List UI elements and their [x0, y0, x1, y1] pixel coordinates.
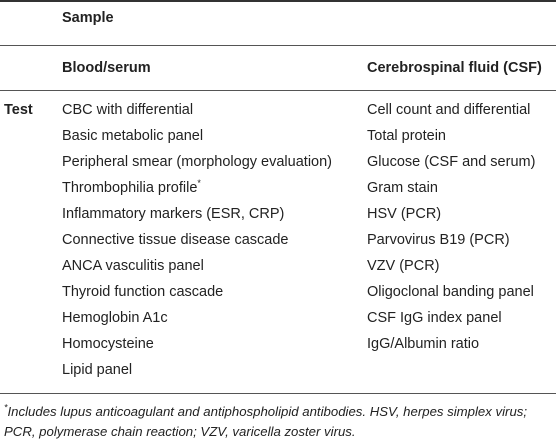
csf-test-item: Gram stain [367, 180, 438, 196]
blood-test-item: Connective tissue disease cascade [62, 232, 289, 248]
csf-test-item: IgG/Albumin ratio [367, 336, 480, 352]
csf-test-item: Oligoclonal banding panel [367, 284, 534, 300]
blood-test-item: CBC with differential [62, 102, 194, 118]
csf-test-item: Cell count and differential [367, 102, 531, 118]
footnote-marker: * [197, 178, 201, 189]
blood-test-item: ANCA vasculitis panel [62, 258, 204, 274]
blood-test-item: Lipid panel [62, 362, 133, 378]
blood-test-item: Homocysteine [62, 336, 154, 352]
blood-test-item: Hemoglobin A1c [62, 310, 168, 326]
blood-test-item: Basic metabolic panel [62, 128, 204, 144]
blood-test-item: Inflammatory markers (ESR, CRP) [62, 206, 285, 222]
table-footnote [4, 402, 552, 442]
csf-test-item: Glucose (CSF and serum) [367, 154, 536, 170]
csf-test-item: VZV (PCR) [367, 258, 440, 274]
blood-test-item: Peripheral smear (morphology evaluation) [62, 154, 332, 170]
footnote-text: Includes lupus anticoagulant and antiphospholipid antibodies. HSV, herpes simplex virus; PCR, polymerase chain reaction; VZV, varicella zoster virus. [4, 404, 528, 439]
csf-test-item: Parvovirus B19 (PCR) [367, 232, 510, 248]
blood-serum-header: Blood/serum [62, 60, 151, 76]
row-label-test: Test [4, 102, 33, 118]
csf-test-item: HSV (PCR) [367, 206, 442, 222]
sample-group-header: Sample [62, 10, 114, 26]
table-bottom-rule [0, 393, 556, 394]
blood-test-item: Thyroid function cascade [62, 284, 224, 300]
top-rule [0, 0, 556, 2]
blood-test-item-text: Thrombophilia profile [62, 180, 198, 196]
csf-test-item: Total protein [367, 128, 446, 144]
csf-header: Cerebrospinal fluid (CSF) [367, 60, 542, 76]
footnote-marker: * [4, 402, 8, 413]
header-divider [0, 45, 556, 46]
csf-test-item: CSF IgG index panel [367, 310, 502, 326]
blood-test-item [62, 179, 201, 197]
header-bottom-rule [0, 90, 556, 91]
